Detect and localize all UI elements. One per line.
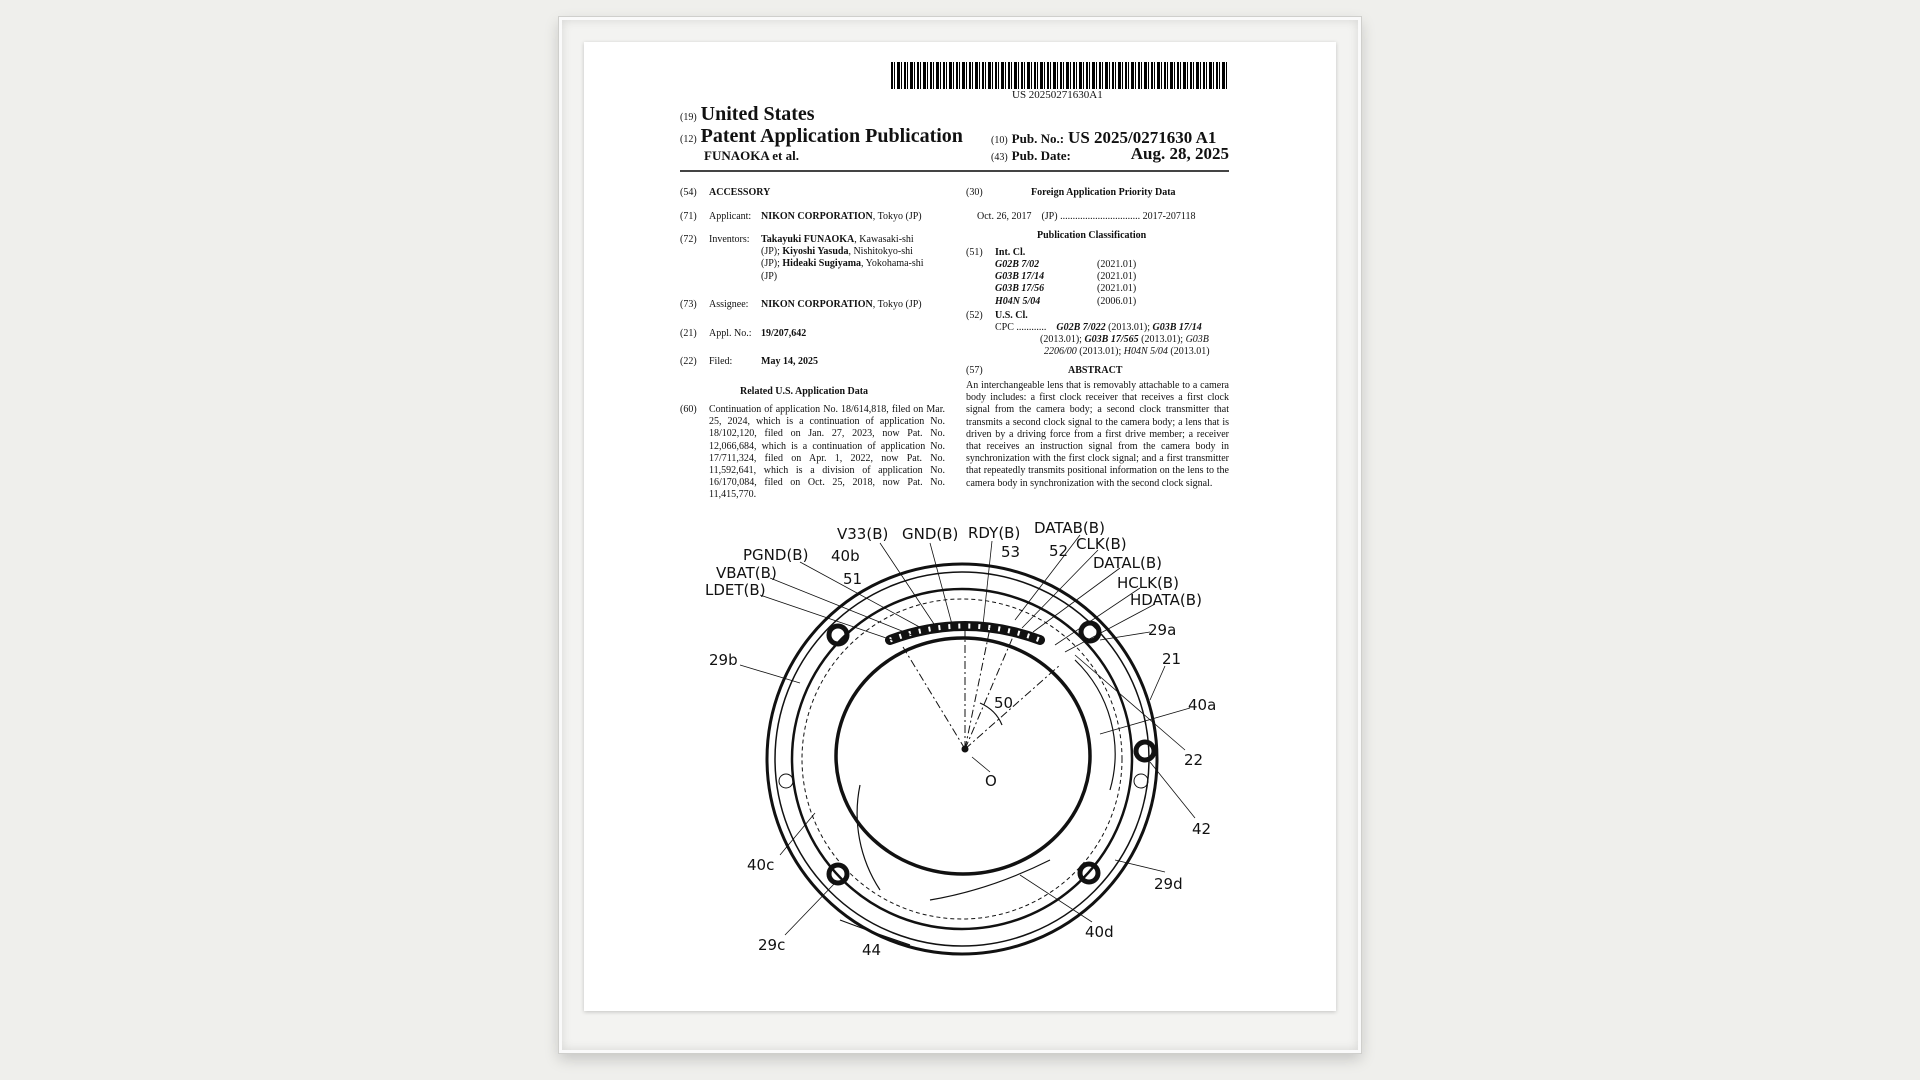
us-cl-label: U.S. Cl. bbox=[995, 310, 1028, 321]
code: (43) bbox=[991, 152, 1008, 163]
label-pgnd: PGND(B) bbox=[743, 546, 809, 564]
applicant-name: NIKON CORPORATION bbox=[761, 211, 873, 222]
filed-date: May 14, 2025 bbox=[761, 356, 818, 367]
label-gnd: GND(B) bbox=[902, 525, 959, 543]
label-40b: 40b bbox=[831, 547, 860, 565]
label-29c: 29c bbox=[758, 936, 786, 954]
int-cl-label: Int. Cl. bbox=[995, 247, 1026, 258]
label-51: 51 bbox=[843, 570, 863, 588]
label-ldet: LDET(B) bbox=[705, 581, 766, 599]
label-40a: 40a bbox=[1188, 696, 1217, 714]
label-vbat: VBAT(B) bbox=[716, 564, 777, 582]
label-53: 53 bbox=[1001, 543, 1021, 561]
label-44: 44 bbox=[862, 941, 882, 959]
us-cl-code: (52) bbox=[966, 310, 983, 321]
foreign-country: (JP) bbox=[1041, 211, 1058, 222]
label-v33: V33(B) bbox=[837, 525, 889, 543]
label-hdata: HDATA(B) bbox=[1130, 591, 1202, 609]
foreign-date: Oct. 26, 2017 bbox=[977, 211, 1032, 222]
barcode-number: US 20250271630A1 bbox=[1012, 89, 1103, 101]
pub-date: Aug. 28, 2025 bbox=[1130, 144, 1229, 163]
label-29d: 29d bbox=[1154, 875, 1183, 893]
code: (12) bbox=[680, 134, 697, 145]
inventor-line: Takayuki FUNAOKA, Kawasaki-shi bbox=[761, 234, 914, 245]
inventor-line: (JP); Kiyoshi Yasuda, Nishitokyo-shi bbox=[761, 246, 913, 258]
code: (71) bbox=[680, 211, 697, 222]
label: Appl. No.: bbox=[709, 328, 752, 339]
label: Filed: bbox=[709, 356, 733, 367]
pub-no-label: Pub. No.: bbox=[1011, 131, 1065, 146]
int-cl-code: (51) bbox=[966, 247, 983, 258]
int-cl-item: G03B 17/14 (2021.01) bbox=[995, 271, 1137, 283]
title: ACCESSORY bbox=[709, 187, 771, 198]
mount-drawing bbox=[740, 535, 1195, 954]
label-rdy: RDY(B) bbox=[968, 524, 1021, 542]
label-50: 50 bbox=[994, 694, 1014, 712]
foreign-number: 2017-207118 bbox=[1142, 211, 1196, 222]
applicant-loc: , Tokyo (JP) bbox=[872, 211, 922, 222]
label-21: 21 bbox=[1162, 650, 1182, 668]
foreign-code: (30) bbox=[966, 187, 983, 198]
inventor-line: (JP); Hideaki Sugiyama, Yokohama-shi bbox=[761, 258, 924, 270]
label: Inventors: bbox=[709, 234, 750, 245]
label-29a: 29a bbox=[1148, 621, 1177, 639]
related-heading: Related U.S. Application Data bbox=[740, 386, 869, 397]
label-42: 42 bbox=[1192, 820, 1212, 838]
inventor-line: (JP) bbox=[761, 270, 778, 282]
label-hclk: HCLK(B) bbox=[1117, 574, 1179, 592]
dots: ................................ bbox=[1060, 211, 1141, 222]
label-o: O bbox=[985, 772, 997, 790]
label-datal: DATAL(B) bbox=[1093, 554, 1162, 572]
label-52: 52 bbox=[1049, 542, 1069, 560]
label: Assignee: bbox=[709, 299, 749, 310]
related-code: (60) bbox=[680, 404, 697, 415]
pub-class-heading: Publication Classification bbox=[1037, 230, 1147, 241]
abstract-text: An interchangeable lens that is removably attachable to a camera body includes: a first clock receiver that receives a first clock signal from the camera body; a second clock transmitter that transmits a second clock signal to the camera body; a lens that is driven by a driving force from a first drive member; a receiver that receives an instruction signal from the camera body in synchronization with the first clock signal; and a first transmitter that repeatedly transmits positional information on the lens to the camera body in synchronization with the second clock signal. bbox=[966, 380, 1229, 489]
label: Applicant: bbox=[709, 211, 752, 222]
label-clk: CLK(B) bbox=[1076, 535, 1127, 553]
code: (54) bbox=[680, 187, 697, 198]
inventor-short: FUNAOKA et al. bbox=[704, 148, 799, 163]
pub-date-label: Pub. Date: bbox=[1011, 148, 1071, 163]
int-cl-item: G02B 7/02 (2021.01) bbox=[995, 259, 1137, 270]
int-cl-item: G03B 17/56 (2021.01) bbox=[995, 283, 1137, 295]
int-cl-item: H04N 5/04 (2006.01) bbox=[995, 295, 1137, 307]
abstract-heading: ABSTRACT bbox=[1068, 365, 1123, 376]
country: United States bbox=[700, 103, 815, 125]
code: (21) bbox=[680, 328, 697, 339]
label-29b: 29b bbox=[709, 651, 738, 669]
code: (73) bbox=[680, 299, 697, 310]
code: (22) bbox=[680, 356, 697, 367]
code: (72) bbox=[680, 234, 697, 245]
doc-type: Patent Application Publication bbox=[700, 125, 963, 147]
label-40c: 40c bbox=[747, 856, 775, 874]
related-text: Continuation of application No. 18/614,818, filed on Mar. 25, 2024, which is a continuation of application No. 18/102,120, filed on Jan. 27, 2023, now Pat. No. 12,066,684, which is a continuation of application No. 17/711,324, filed on Apr. 1, 2022, now Pat. No. 11,592,641, which is a division of application No. 16/170,084, filed on Oct. 25, 2018, now Pat. No. 11,415,770. bbox=[709, 404, 945, 501]
label-40d: 40d bbox=[1085, 923, 1114, 941]
assignee-name: NIKON CORPORATION bbox=[761, 299, 873, 310]
appl-no: 19/207,642 bbox=[761, 328, 807, 339]
label-22: 22 bbox=[1184, 751, 1204, 769]
abstract-code: (57) bbox=[966, 365, 983, 376]
foreign-heading: Foreign Application Priority Data bbox=[1031, 187, 1176, 198]
code: (19) bbox=[680, 112, 697, 123]
pub-no: US 2025/0271630 A1 bbox=[1068, 128, 1217, 147]
cpc-block: CPC ............ G02B 7/022 (2013.01); G03B 17/14 (2013.01); G03B 17/565 (2013.01); G03B 2206/00 (2013.01); H04N 5/04 (2013.01) bbox=[995, 322, 1210, 358]
code: (10) bbox=[991, 135, 1008, 146]
assignee-loc: , Tokyo (JP) bbox=[872, 299, 922, 310]
label-datab: DATAB(B) bbox=[1034, 519, 1105, 537]
